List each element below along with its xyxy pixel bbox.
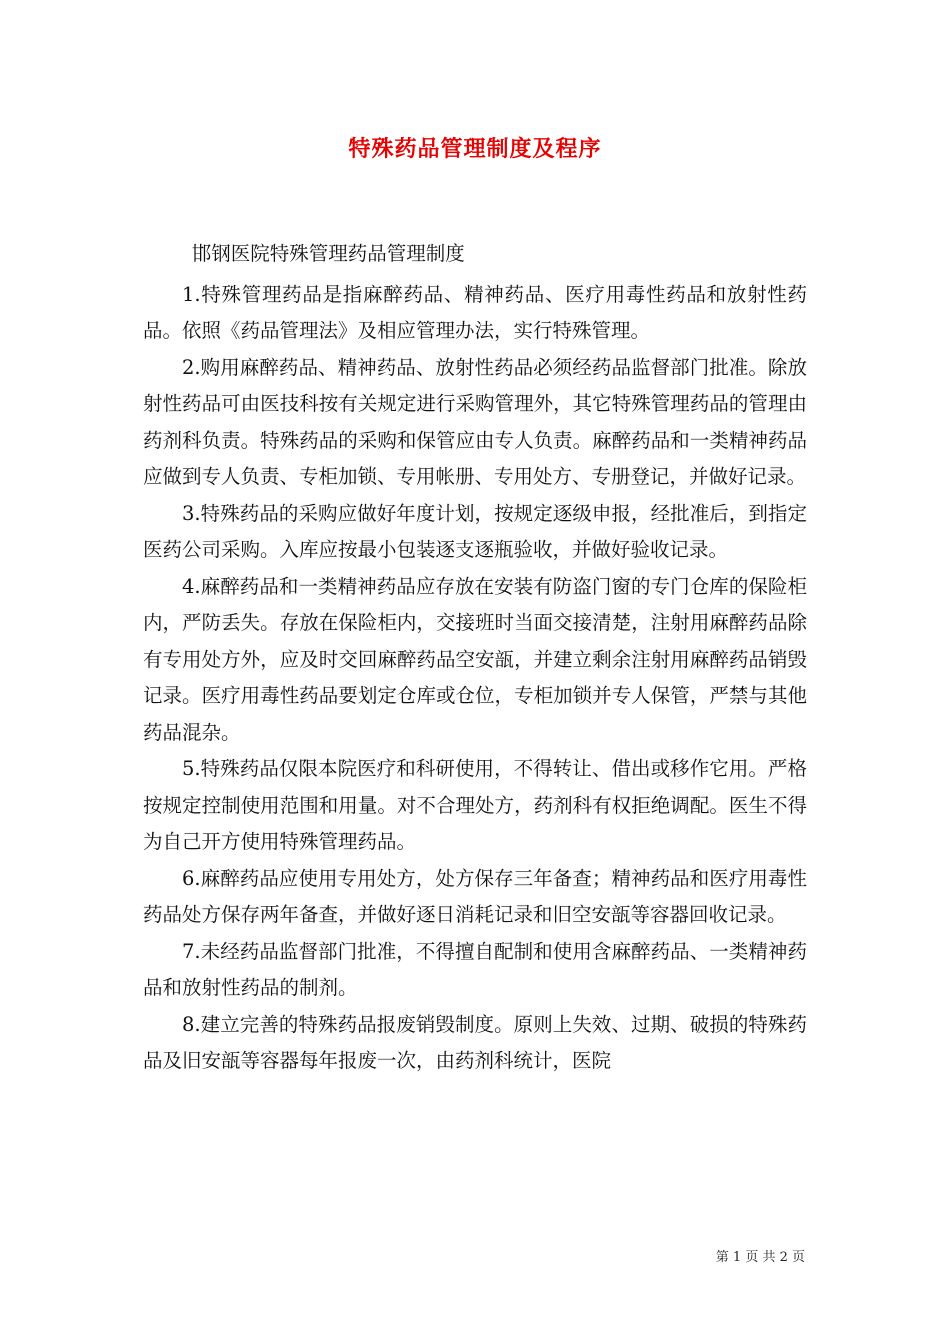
paragraph-2: 2.购用麻醉药品、精神药品、放射性药品必须经药品监督部门批准。除放射性药品可由医技科按有关规定进行采购管理外，其它特殊管理药品的管理由药剂科负责。特殊药品的采购和保管应由专人负责。麻醉药品和一类精神药品应做到专人负责、专柜加锁、专用帐册、专用处方、专册登记，并做好记录。 [143,355,807,488]
paragraph-5: 5.特殊药品仅限本院医疗和科研使用，不得转让、借出或移作它用。严格按规定控制使用范围和用量。对不合理处方，药剂科有权拒绝调配。医生不得为自己开方使用特殊管理药品。 [143,757,807,853]
document-title: 特殊药品管理制度及程序 [348,136,602,162]
paragraph-4: 4.麻醉药品和一类精神药品应存放在安装有防盗门窗的专门仓库的保险柜内，严防丢失。存放在保险柜内，交接班时当面交接清楚，注射用麻醉药品除有专用处方外，应及时交回麻醉药品空安瓿，并建立剩余注射用麻醉药品销毁记录。医疗用毒性药品要划定仓库或仓位，专柜加锁并专人保管，严禁与其他药品混杂。 [143,574,807,744]
paragraph-8: 8.建立完善的特殊药品报废销毁制度。原则上失效、过期、破损的特殊药品及旧安瓿等容器每年报废一次，由药剂科统计，医院 [143,1012,807,1072]
paragraph-3: 3.特殊药品的采购应做好年度计划，按规定逐级申报，经批准后，到指定医药公司采购。入库应按最小包装逐支逐瓶验收，并做好验收记录。 [143,501,807,561]
paragraph-7: 7.未经药品监督部门批准，不得擅自配制和使用含麻醉药品、一类精神药品和放射性药品的制剂。 [143,939,807,999]
page-indicator: 第 1 页 共 2 页 [715,1250,805,1265]
paragraph-1: 1.特殊管理药品是指麻醉药品、精神药品、医疗用毒性药品和放射性药品。依照《药品管理法》及相应管理办法，实行特殊管理。 [143,282,807,342]
document-subtitle: 邯钢医院特殊管理药品管理制度 [191,242,465,265]
document-body [143,236,807,1080]
paragraph-6: 6.麻醉药品应使用专用处方，处方保存三年备查；精神药品和医疗用毒性药品处方保存两年备查，并做好逐日消耗记录和旧空安瓿等容器回收记录。 [143,866,807,926]
